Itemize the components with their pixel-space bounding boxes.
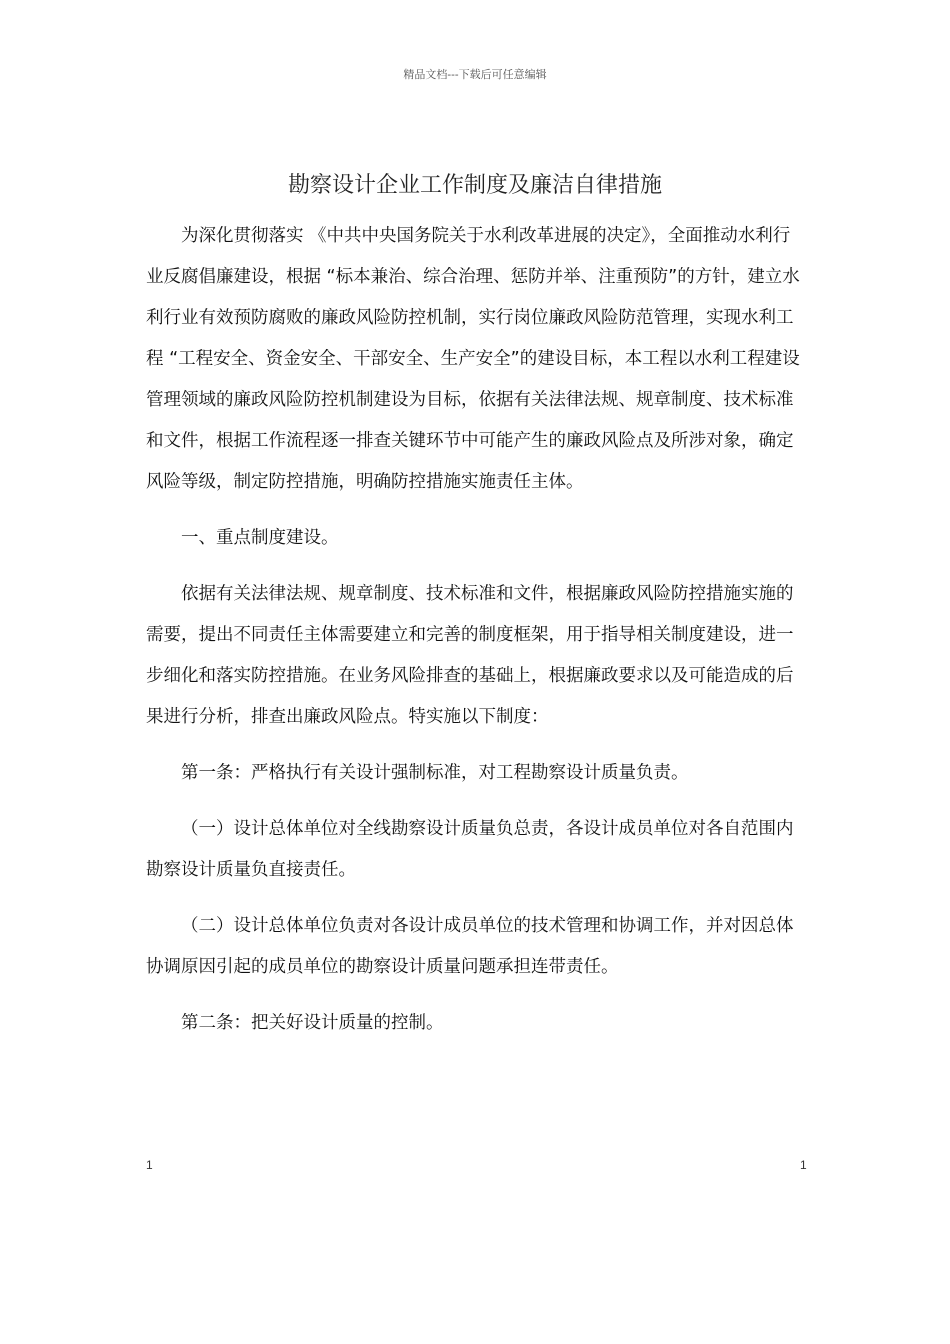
article-2: 第二条：把关好设计质量的控制。 [181,1013,444,1033]
article-1-item-1: （一）设计总体单位对全线勘察设计质量负总责，各设计成员单位对各自范围内勘察设计质量负直接责任。 [146,819,794,880]
page-header: 精品文档---下载后可任意编辑 [403,68,547,81]
article-1: 第一条：严格执行有关设计强制标准，对工程勘察设计质量负责。 [181,763,689,783]
document-title: 勘察设计企业工作制度及廉洁自律措施 [287,173,662,198]
paragraph-intro: 为深化贯彻落实 《中共中央国务院关于水利改革进展的决定》，全面推动水利行业反腐倡廉建设，根据 “标本兼治、综合治理、惩防并举、注重预防”的方针，建立水利行业有效预防腐败的廉政风险防控机制，实行岗位廉政风险防范管理，实现水利工程 “工程安全、资金安全、干部安全、生产安全”的建设目标，本工程以水利工程建设管理领域的廉政风险防控机制建设为目标，依据有关法律法规、规章制度、技术标准和文件，根据工作流程逐一排查关键环节中可能产生的廉政风险点及所涉对象，确定风险等级，制定防控措施，明确防控措施实施责任主体。 [146,226,800,492]
article-1-item-2: （二）设计总体单位负责对各设计成员单位的技术管理和协调工作，并对因总体协调原因引起的成员单位的勘察设计质量问题承担连带责任。 [146,916,794,977]
section-heading: 一、重点制度建设。 [181,528,339,548]
paragraph-basis: 依据有关法律法规、规章制度、技术标准和文件，根据廉政风险防控措施实施的需要，提出不同责任主体需要建立和完善的制度框架，用于指导相关制度建设，进一步细化和落实防控措施。在业务风险排查的基础上，根据廉政要求以及可能造成的后果进行分析，排查出廉政风险点。特实施以下制度： [146,584,794,727]
page-number-left: 1 [146,1158,153,1172]
document-body [146,216,806,1044]
page-number-right: 1 [800,1158,807,1172]
